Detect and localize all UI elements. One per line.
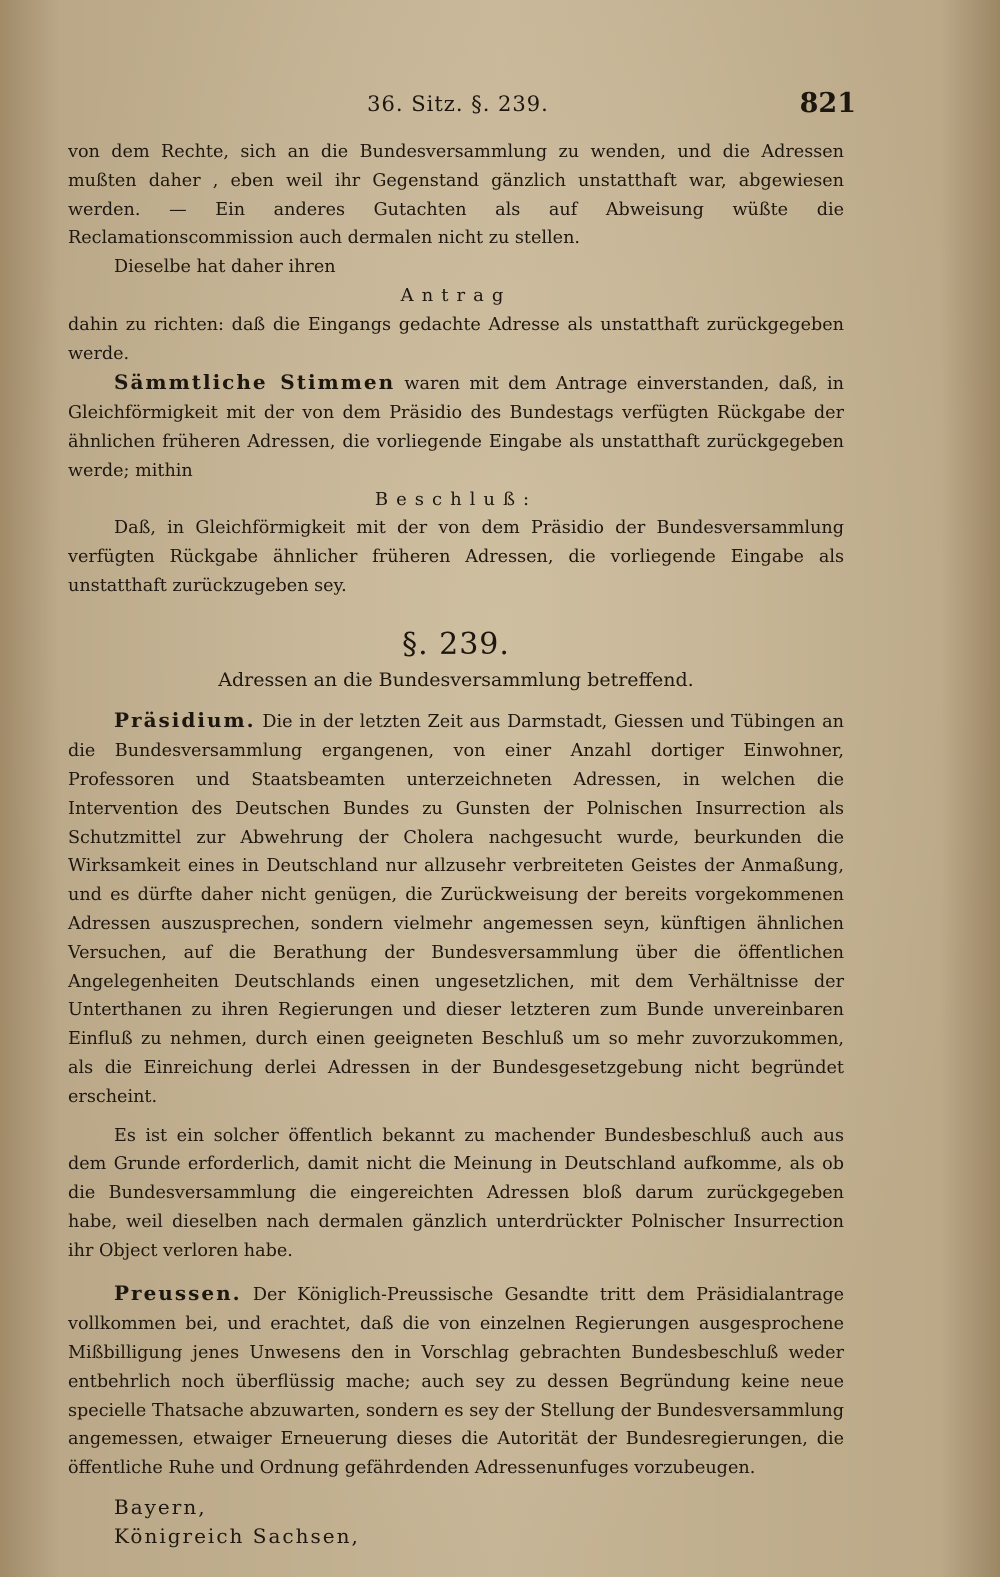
page-number: 821: [799, 88, 856, 119]
running-head: 36. Sitz. §. 239.: [367, 92, 549, 116]
paragraph-votes: [68, 368, 844, 485]
vote-line: Königreich Sachsen,: [114, 1523, 360, 1548]
speaker-label: Sämmtliche Stimmen: [114, 370, 396, 395]
speaker-label: Preussen.: [114, 1281, 242, 1306]
page-header: [68, 88, 856, 126]
paragraph-praesidium: [68, 706, 844, 1111]
paragraph-text: Die in der letzten Zeit aus Darmstadt, Giessen und Tübingen an die Bundesversammlung ergangenen, von einer Anzahl dortiger Einwohner, Professoren und Staatsbeamten unterzeichneten Adressen, in welchen die Intervention des Deutschen Bundes zu Gunsten der Polnischen Insurrection als Schutzmittel zur Abwehrung der Cholera nachgesucht wurde, beurkunden die Wirksamkeit eines in Deutschland nur allzusehr verbreiteten Geistes der Anmaßung, und es dürfte daher nicht genügen, die Zurückweisung der bereits vorgekommenen Adressen auszusprechen, sondern vielmehr angemessen seyn, künftigen ähnlichen Versuchen, auf die Berathung der Bundesversammlung über die öffentlichen Angelegenheiten Deutschlands einen ungesetzlichen, mit dem Verhältnisse der Unterthanen zu ihren Regierungen und dieser letzteren zum Bunde unvereinbaren Einfluß zu nehmen, durch einen geeigneten Beschluß um so mehr zuvorzukommen, als die Einreichung derlei Adressen in der Bundesgesetzgebung nicht begründet erscheint.: [68, 712, 844, 1107]
antrag-heading: Antrag: [400, 284, 512, 306]
body-text: [68, 138, 844, 1551]
paragraph-text: waren mit dem Antrage einverstanden, daß, in Gleichförmigkeit mit der von dem Präsidio des Bundestags verfügten Rückgabe der ähnlichen früheren Adressen, die vorliegende Eingabe als unstatthaft zurückgegeben werde; mithin: [68, 374, 844, 481]
paragraph-text: Der Königlich-Preussische Gesandte tritt dem Präsidialantrage vollkommen bei, und erachtet, daß die von einzelnen Regierungen ausgesprochene Mißbilligung jenes Unwesens den in Vorschlag gebrachten Bundesbeschluß weder entbehrlich noch überflüssig mache; auch sey zu dessen Begründung keine neue specielle Thatsache abzuwarten, sondern es sey der Stellung der Bundesversammlung angemessen, etwaiger Erneuerung dieses die Autorität der Bundesregierungen, die öffentliche Ruhe und Ordnung gefährdenden Adressenunfuges vorzubeugen.: [68, 1285, 844, 1479]
section-subtitle: Adressen an die Bundesversammlung betreffend.: [218, 668, 694, 691]
paragraph: Es ist ein solcher öffentlich bekannt zu machender Bundesbeschluß auch aus dem Grunde erforderlich, damit nicht die Meinung in Deutschland aufkomme, als ob die Bundesversammlung die eingereichten Adressen bloß darum zurückgegeben habe, weil dieselben nach dermalen gänzlich unterdrückter Polnischer Insurrection ihr Object verloren habe.: [68, 1125, 844, 1261]
speaker-label: Präsidium.: [114, 708, 256, 733]
beschluss-heading: Beschluß:: [374, 488, 538, 510]
paragraph: dahin zu richten: daß die Eingangs gedachte Adresse als unstatthaft zurückgegeben werde.: [68, 314, 844, 364]
paragraph: Daß, in Gleichförmigkeit mit der von dem Präsidio der Bundesversammlung verfügten Rückgabe ähnlicher früheren Adressen, die vorliegende Eingabe als unstatthaft zurückzugeben sey.: [68, 518, 844, 596]
paragraph: Dieselbe hat daher ihren: [114, 257, 336, 278]
section-heading: §. 239.: [402, 626, 510, 662]
vote-line: Bayern,: [114, 1495, 207, 1520]
paragraph: von dem Rechte, sich an die Bundesversammlung zu wenden, und die Adressen mußten daher , eben weil ihr Gegenstand gänzlich unstatthaft war, abgewiesen werden. — Ein anderes Gutachten als auf Abweisung wüßte die Reclamationscommission auch dermalen nicht zu stellen.: [68, 142, 844, 249]
paragraph-preussen: [68, 1279, 844, 1483]
